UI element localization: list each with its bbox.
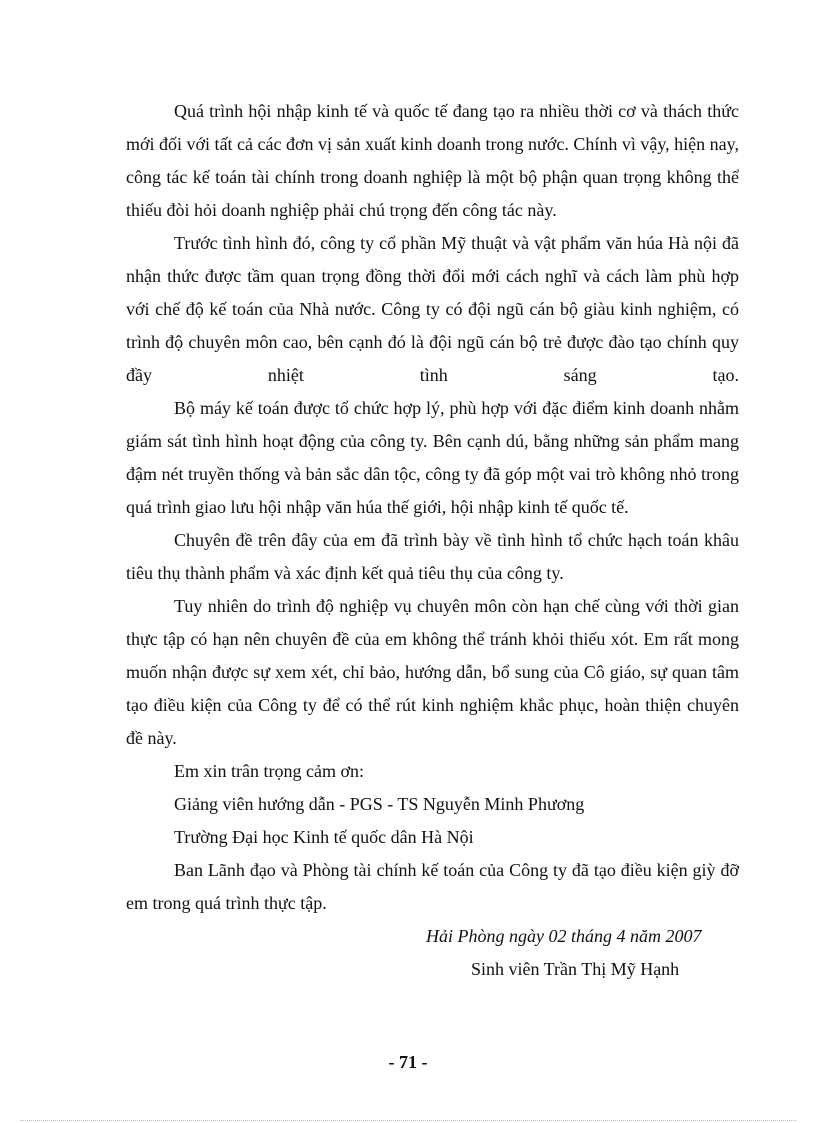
thanks-university: Trường Đại học Kinh tế quốc dân Hà Nội (174, 827, 474, 847)
paragraph-limitations: Tuy nhiên do trình độ nghiệp vụ chuyên môn còn hạn chế cùng với thời gian thực tập có hạn nên chuyên đề của em không thể tránh khỏi thiếu xót. Em rất mong muốn nhận được sự xem xét, chỉ bảo, hướng dẫn, bổ sung của Cô giáo, sự quan tâm tạo điều kiện của Công ty để có thể rút kinh nghiệm khắc phục, hoàn thiện chuyên đề này. (126, 596, 739, 748)
paragraph-summary: Chuyên đề trên đây của em đã trình bày về tình hình tổ chức hạch toán khâu tiêu thụ thành phẩm và xác định kết quả tiêu thụ của công ty. (126, 530, 739, 583)
thanks-company: Ban Lãnh đạo và Phòng tài chính kế toán của Công ty đã tạo điều kiện giỳ đỡ em trong quá trình thực tập. (126, 860, 739, 913)
paragraph-accounting-structure: Bộ máy kế toán được tổ chức hợp lý, phù hợp với đặc điểm kinh doanh nhằm giám sát tình hình hoạt động của công ty. Bên cạnh dú, bằng những sản phẩm mang đậm nét truyền thống và bản sắc dân tộc, công ty đã góp một vai trò không nhỏ trong quá trình giao lưu hội nhập văn húa thế giới, hội nhập kinh tế quốc tế. (126, 398, 739, 517)
document-body (126, 95, 739, 986)
paragraph-company-context: Trước tình hình đó, công ty cổ phần Mỹ thuật và vật phẩm văn húa Hà nội đã nhận thức được tầm quan trọng đồng thời đổi mới cách nghĩ và cách làm phù hợp với chế độ kế toán của Nhà nước. Công ty có đội ngũ cán bộ giàu kinh nghiệm, có trình độ chuyên môn cao, bên cạnh đó là đội ngũ cán bộ trẻ được đào tạo chính quy đầy nhiệt tình sáng tạo. (126, 233, 739, 385)
page-bottom-divider (20, 1120, 796, 1121)
paragraph-intro: Quá trình hội nhập kinh tế và quốc tế đang tạo ra nhiều thời cơ và thách thức mới đối với tất cả các đơn vị sản xuất kinh doanh trong nước. Chính vì vậy, hiện nay, công tác kế toán tài chính trong doanh nghiệp là một bộ phận quan trọng không thể thiếu đòi hỏi doanh nghiệp phải chú trọng đến công tác này. (126, 101, 739, 220)
thanks-intro: Em xin trân trọng cảm ơn: (174, 761, 364, 781)
thanks-advisor: Giảng viên hướng dẫn - PGS - TS Nguyễn Minh Phương (174, 794, 585, 814)
page-number: - 71 - (388, 1052, 428, 1072)
place-date: Hải Phòng ngày 02 tháng 4 năm 2007 (426, 926, 702, 946)
signature: Sinh viên Trần Thị Mỹ Hạnh (471, 959, 680, 979)
